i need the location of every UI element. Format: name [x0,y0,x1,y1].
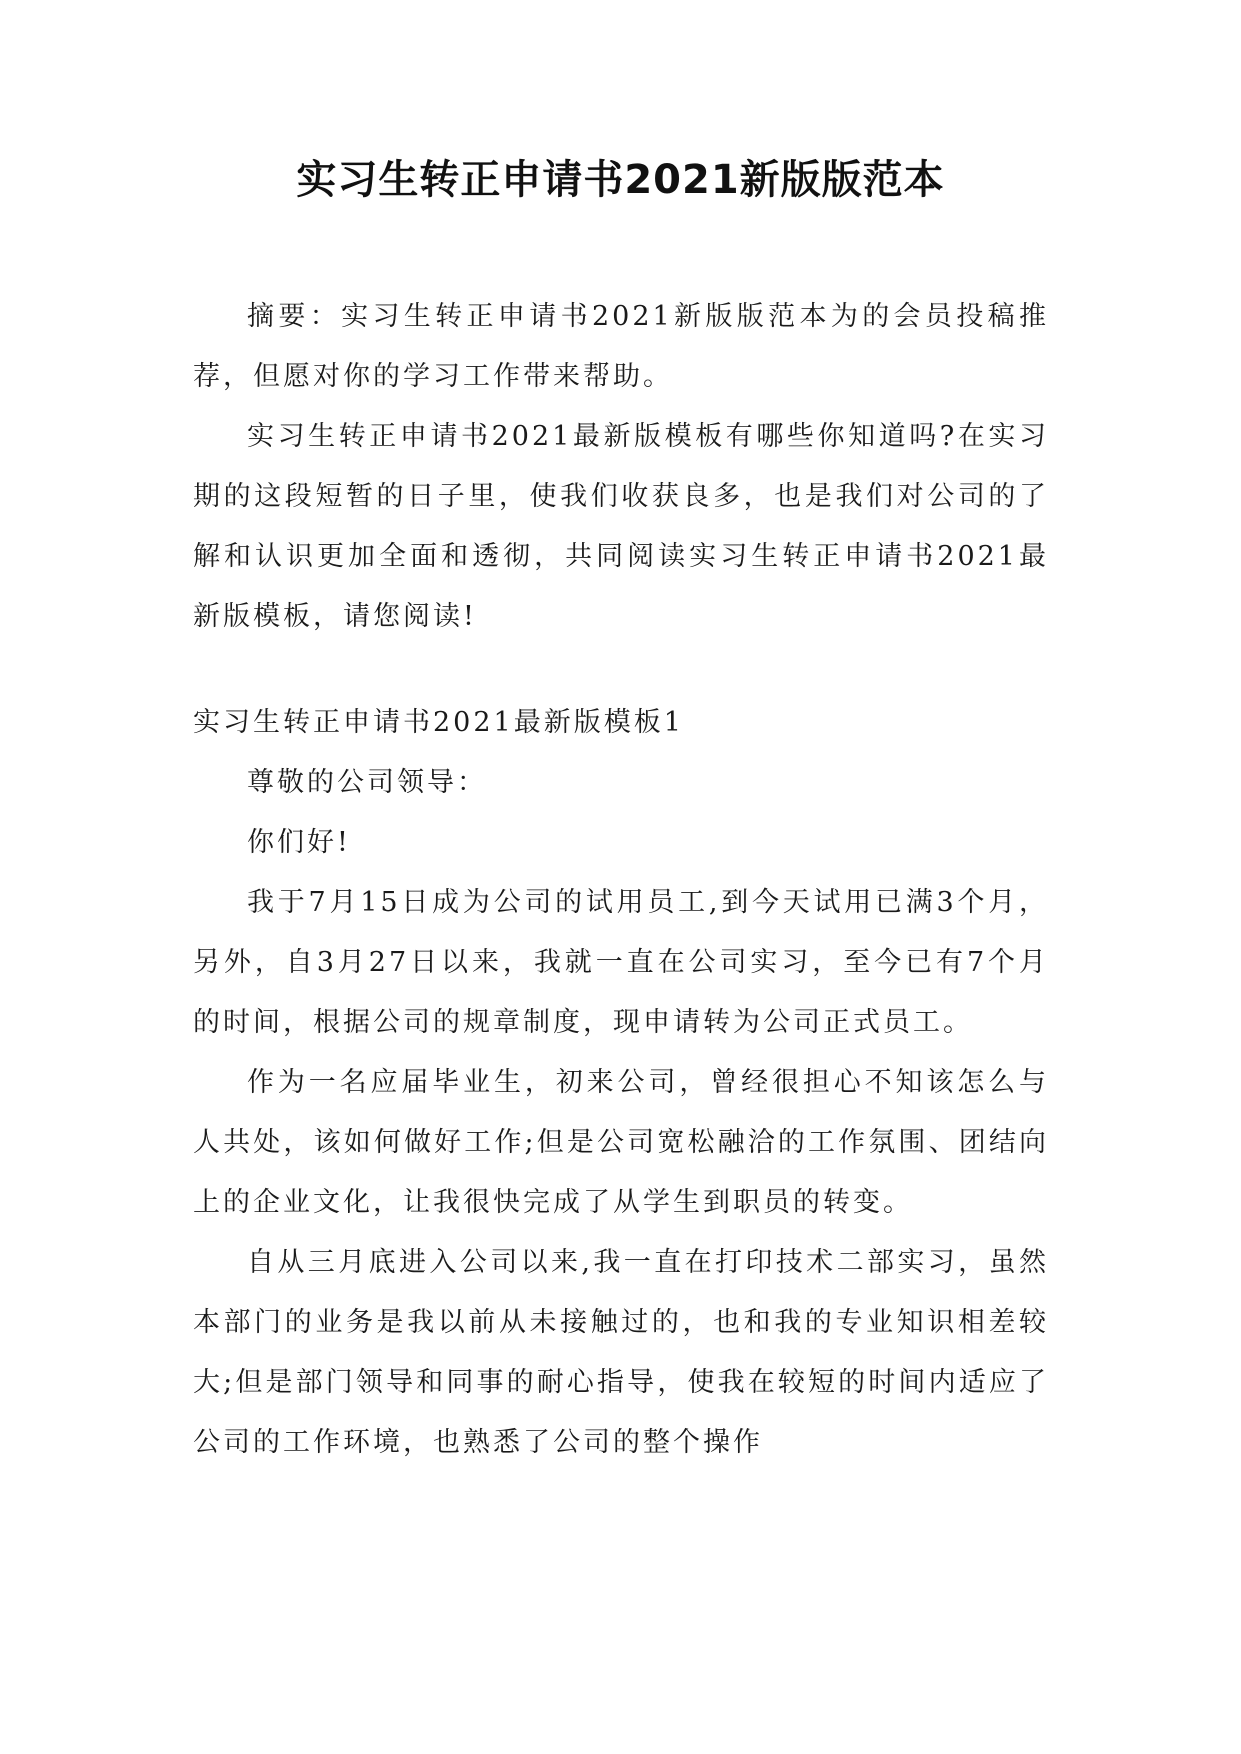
body-paragraph: 作为一名应届毕业生，初来公司，曾经很担心不知该怎么与人共处，该如何做好工作;但是公司宽松融洽的工作氛围、团结向上的企业文化，让我很快完成了从学生到职员的转变。 [193,1067,1049,1218]
abstract-paragraph: 摘要：实习生转正申请书2021新版版范本为的会员投稿推荐，但愿对你的学习工作带来帮助。 [193,301,1049,392]
intro-paragraph: 实习生转正申请书2021最新版模板有哪些你知道吗?在实习期的这段短暂的日子里，使我们收获良多，也是我们对公司的了解和认识更加全面和透彻，共同阅读实习生转正申请书2021最新版模板，请您阅读! [193,421,1049,632]
salutation: 尊敬的公司领导： [247,767,487,798]
section-spacer [193,647,1049,693]
greeting: 你们好! [247,827,351,858]
document-body [193,287,1049,1473]
body-paragraph: 自从三月底进入公司以来,我一直在打印技术二部实习，虽然本部门的业务是我以前从未接触过的，也和我的专业知识相差较大;但是部门领导和同事的耐心指导，使我在较短的时间内适应了公司的工作环境，也熟悉了公司的整个操作 [193,1247,1049,1458]
document-title: 实习生转正申请书2021新版版范本 [296,157,945,203]
body-paragraph: 我于7月15日成为公司的试用员工,到今天试用已满3个月，另外，自3月27日以来，我就一直在公司实习，至今已有7个月的时间，根据公司的规章制度，现申请转为公司正式员工。 [193,887,1049,1038]
section-heading: 实习生转正申请书2021最新版模板1 [193,707,684,738]
